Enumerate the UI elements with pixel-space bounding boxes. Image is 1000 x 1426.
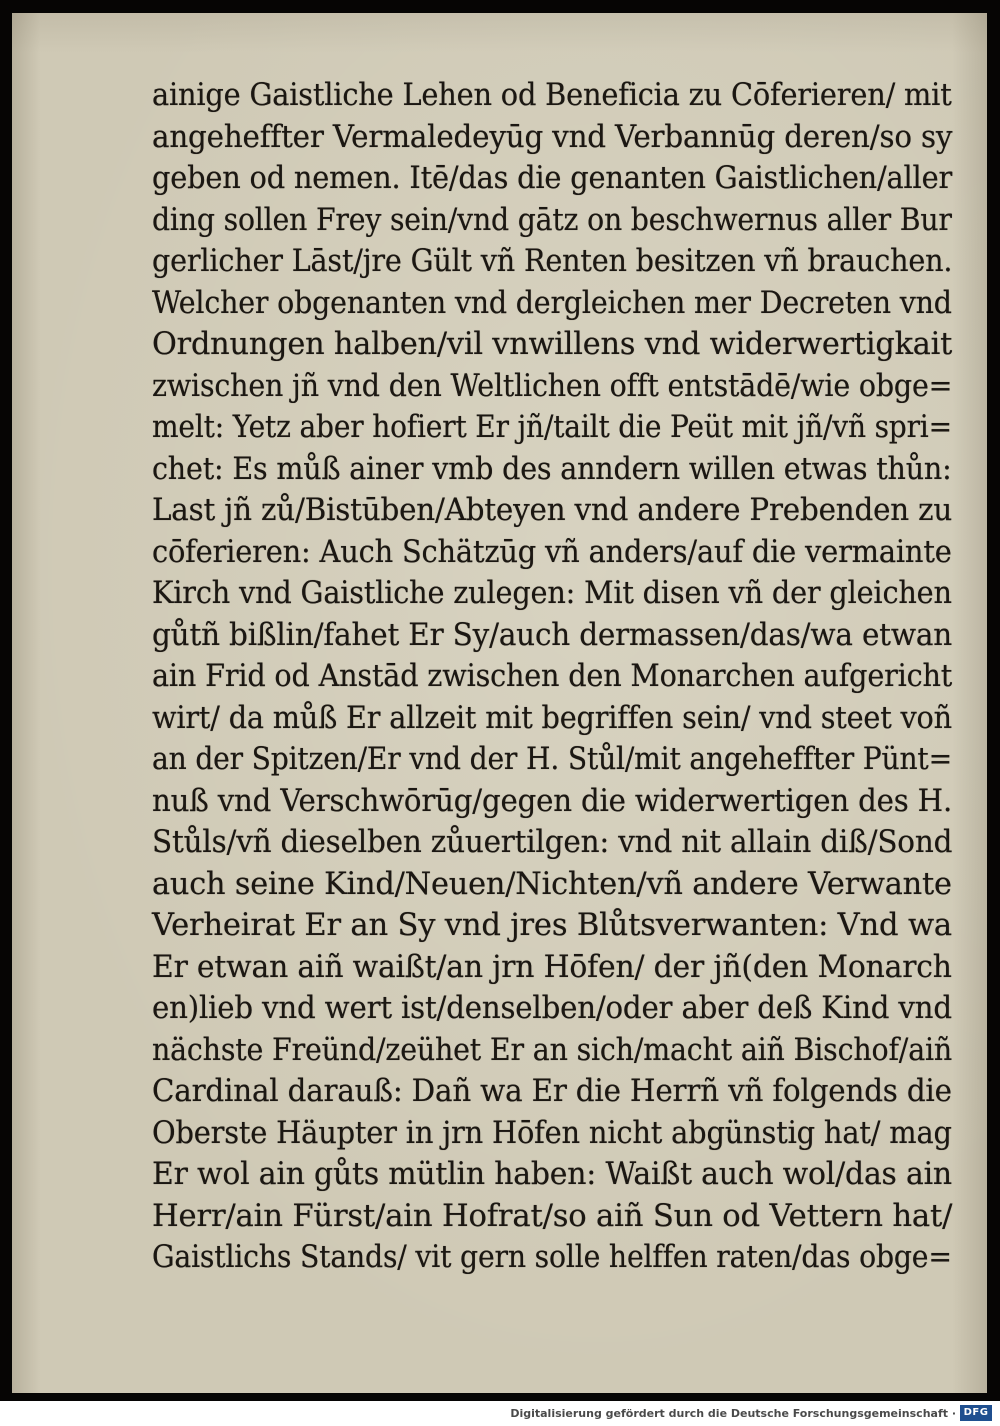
text-line: cōferieren: Auch Schätzūg vñ anders/auf die vermainte [152, 533, 952, 570]
text-line: angeheffter Vermaledeyūg vnd Verbannūg deren/so sy [152, 118, 953, 155]
text-line: Gaistlichs Stands/ vit gern solle helffen raten/das obge= [152, 1239, 952, 1275]
text-line: gerlicher Lāst/jre Gült vñ Renten besitzen vñ brauchen. [152, 243, 953, 279]
text-line: nuß vnd Verschwōrūg/gegen die widerwertigen des H. [152, 782, 953, 819]
digitization-footer [0, 1401, 1000, 1426]
text-line: geben od nemen. Itē/das die genanten Gaistlichen/aller [152, 160, 953, 196]
text-line: ding sollen Frey sein/vnd gātz on beschwernus aller Bur [152, 201, 952, 238]
dfg-logo: DFG [960, 1405, 992, 1421]
text-line: Stůls/vñ dieselben zůuertilgen: vnd nit allain diß/Sond [152, 824, 953, 860]
text-line: Last jñ zů/Bistūben/Abteyen vnd andere Prebenden zu [152, 492, 953, 528]
text-line: ainige Gaistliche Lehen od Beneficia zu Cōferieren/ mit [152, 77, 952, 113]
text-line: gůtñ bißlin/fahet Er Sy/auch dermassen/das/wa etwan [152, 616, 952, 653]
text-line: Er wol ain gůts mütlin haben: Waißt auch wol/das ain [152, 1156, 952, 1192]
text-line: en)lieb vnd wert ist/denselben/oder aber deß Kind vnd [152, 990, 952, 1026]
text-line: Verheirat Er an Sy vnd jres Blůtsverwanten: Vnd wa [152, 907, 952, 943]
text-line: Herr/ain Fürst/ain Hofrat/so aiñ Sun od Vettern hat/ [152, 1197, 953, 1234]
text-line: melt: Yetz aber hofiert Er jñ/tailt die Peüt mit jñ/vñ spri= [152, 409, 952, 445]
text-line: Kirch vnd Gaistliche zulegen: Mit disen vñ der gleichen [152, 575, 952, 611]
text-line: nächste Freünd/zeühet Er an sich/macht aiñ Bischof/aiñ [152, 1031, 953, 1068]
text-line: chet: Es můß ainer vmb des anndern willen etwas thůn: [152, 450, 952, 487]
text-line: auch seine Kind/Neuen/Nichten/vñ andere Verwante [152, 865, 952, 902]
text-line: Welcher obgenanten vnd dergleichen mer Decreten vnd [152, 284, 952, 321]
text-line: wirt/ da můß Er allzeit mit begriffen sein/ vnd steet voñ [152, 699, 952, 736]
text-line: zwischen jñ vnd den Weltlichen offt entstādē/wie obge= [152, 367, 953, 404]
page-text [152, 75, 953, 1275]
text-line: ain Frid od Anstād zwischen den Monarchen aufgericht [152, 658, 953, 694]
text-line: an der Spitzen/Er vnd der H. Stůl/mit angeheffter Pünt= [152, 741, 952, 777]
text-line: Ordnungen halben/vil vnwillens vnd widerwertigkait [152, 326, 953, 362]
text-line: Cardinal darauß: Dañ wa Er die Herrñ vñ folgends die [152, 1073, 952, 1109]
text-line: Oberste Häupter in jrn Hōfen nicht abgünstig hat/ mag [152, 1114, 952, 1151]
text-line: Er etwan aiñ waißt/an jrn Hōfen/ der jñ(den Monarch [152, 948, 952, 985]
book-page [12, 13, 987, 1393]
funding-credit: Digitalisierung gefördert durch die Deutsche Forschungsgemeinschaft · [510, 1407, 956, 1420]
